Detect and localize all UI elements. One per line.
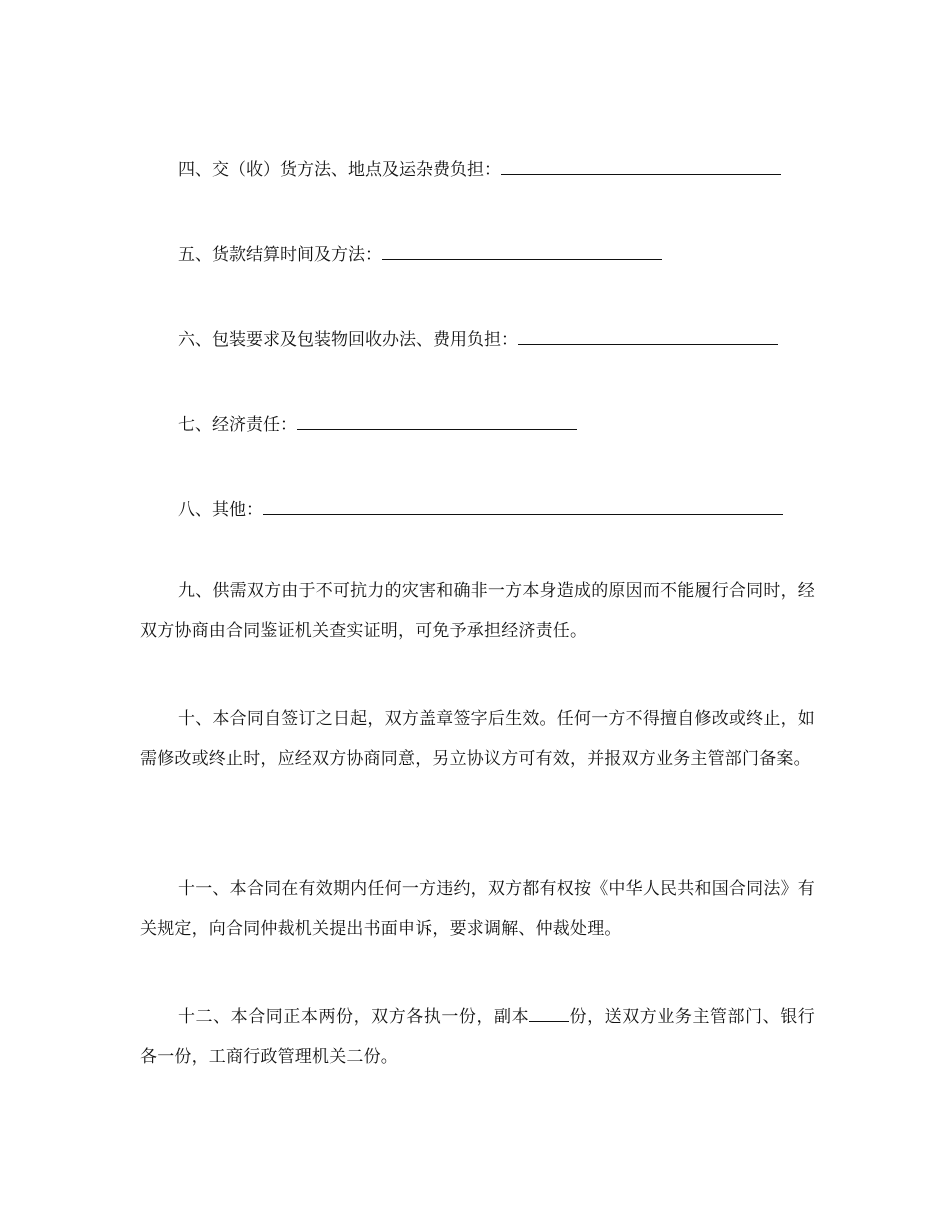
clause-copies-text-before: 十二、本合同正本两份，双方各执一份，副本 xyxy=(178,1007,530,1027)
clause-force-majeure: 九、供需双方由于不可抗力的灾害和确非一方本身造成的原因而不能履行合同时，经双方协商由合同鉴证机关查实证明，可免予承担经济责任。 xyxy=(140,581,815,641)
clause-label: 五、货款结算时间及方法： xyxy=(178,245,382,265)
clause-delivery xyxy=(178,158,781,180)
clause-packaging xyxy=(178,328,778,350)
clause-copies-text-after: 份，送双方业务主管部门、银行各一份，工商行政管理机关二份。 xyxy=(140,1007,815,1067)
clause-label: 七、经济责任： xyxy=(178,415,297,435)
clause-effectiveness: 十、本合同自签订之日起，双方盖章签字后生效。任何一方不得擅自修改或终止，如需修改或终止时，应经双方协商同意，另立协议方可有效，并报双方业务主管部门备案。 xyxy=(140,709,815,769)
clause-payment xyxy=(178,243,662,265)
clause-liability xyxy=(178,413,577,435)
copies-count-blank[interactable] xyxy=(529,1005,569,1022)
fill-in-blank[interactable] xyxy=(382,243,662,260)
clause-label: 四、交（收）货方法、地点及运杂费负担： xyxy=(178,160,501,180)
fill-in-blank[interactable] xyxy=(518,328,778,345)
fill-in-blank[interactable] xyxy=(501,158,781,175)
clause-breach: 十一、本合同在有效期内任何一方违约，双方都有权按《中华人民共和国合同法》有关规定，向合同仲裁机关提出书面申诉，要求调解、仲裁处理。 xyxy=(140,879,815,939)
clause-copies xyxy=(140,998,815,1077)
clause-other xyxy=(178,498,783,520)
clause-label: 八、其他： xyxy=(178,500,263,520)
fill-in-blank[interactable] xyxy=(297,413,577,430)
clause-label: 六、包装要求及包装物回收办法、费用负担： xyxy=(178,330,518,350)
fill-in-blank[interactable] xyxy=(263,498,783,515)
